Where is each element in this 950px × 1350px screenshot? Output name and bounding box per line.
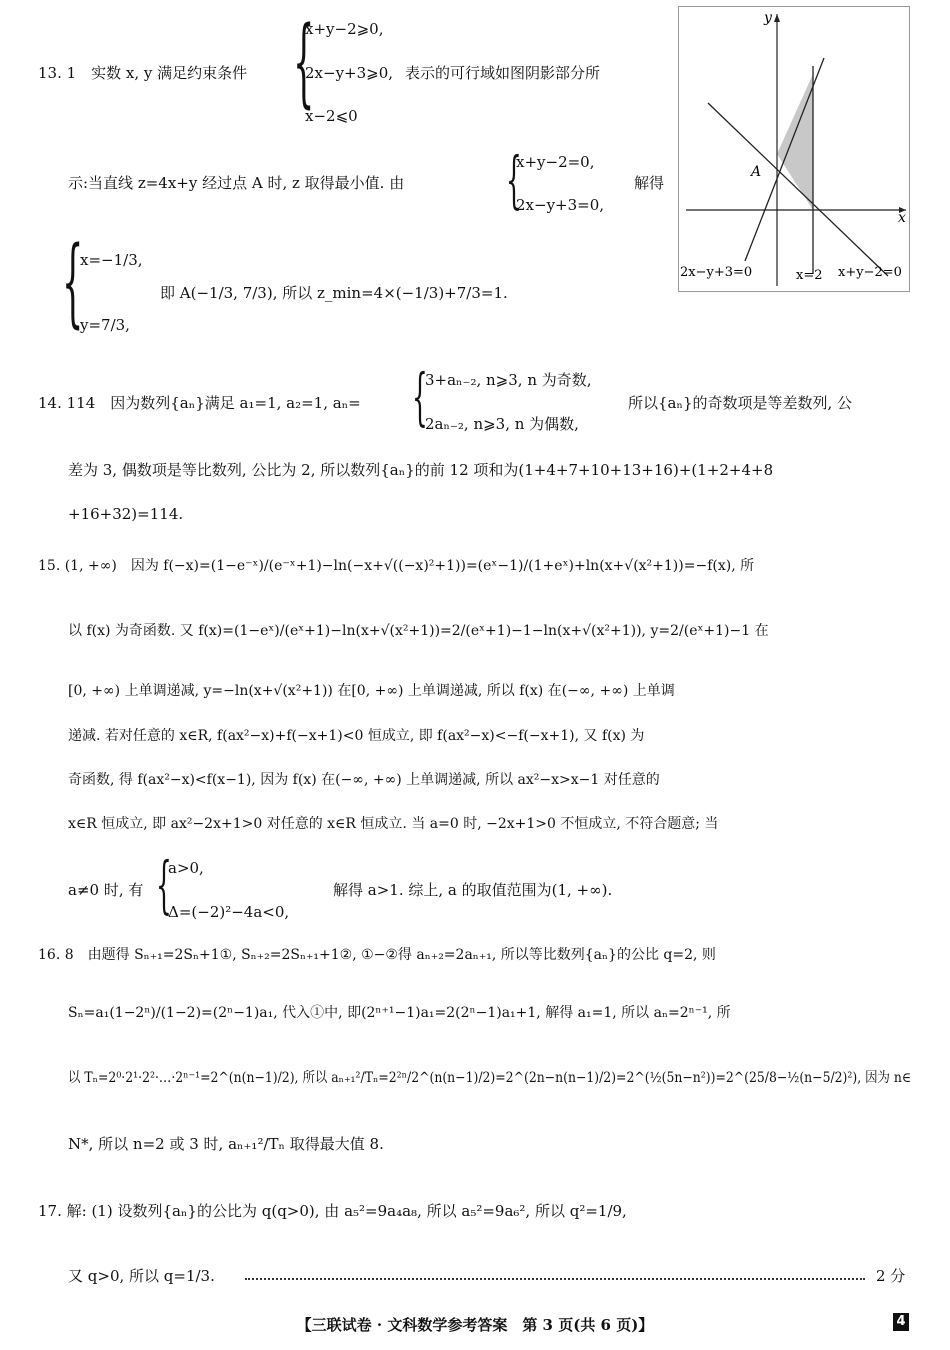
p14-line1-post: 所以{aₙ}的奇数项是等差数列, 公 bbox=[628, 394, 853, 412]
p15-condition-1: a>0, bbox=[168, 859, 204, 877]
p14-brace: { bbox=[412, 360, 428, 433]
p15-line6: x∈R 恒成立, 即 ax²−2x+1>0 对任意的 x∈R 恒成立. 当 a=0 时, −2x+1>0 不恒成立, 不符合题意; 当 bbox=[68, 816, 719, 832]
y-axis-label: y bbox=[764, 10, 772, 26]
p15-line4: 递减. 若对任意的 x∈R, f(ax²−x)+f(−x+1)<0 恒成立, 即 f(ax²−x)<−f(−x+1), 又 f(x) 为 bbox=[68, 728, 645, 744]
label-line-2: x=2 bbox=[796, 268, 823, 283]
p16-line2: Sₙ=a₁(1−2ⁿ)/(1−2)=(2ⁿ−1)a₁, 代入①中, 即(2ⁿ⁺¹−1)a₁=2(2ⁿ−1)a₁+1, 解得 a₁=1, 所以 aₙ=2ⁿ⁻¹, 所 bbox=[68, 1005, 731, 1021]
p13-solution-y: y=7/3, bbox=[80, 316, 130, 334]
p15-line5: 奇函数, 得 f(ax²−x)<f(x−1), 因为 f(x) 在(−∞, +∞) 上单调递减, 所以 ax²−x>x−1 对任意的 bbox=[68, 772, 660, 788]
page-footer: 【三联试卷 · 文科数学参考答案 第 3 页(共 6 页)】 bbox=[296, 1316, 654, 1334]
p13-line2-post: 解得 bbox=[634, 174, 665, 192]
p17-line2: 又 q>0, 所以 q=1/3. bbox=[68, 1267, 215, 1285]
p15-line7-post: 解得 a>1. 综上, a 的取值范围为(1, +∞). bbox=[333, 881, 613, 899]
p13-system-eq2: 2x−y+3=0, bbox=[516, 196, 605, 214]
p14-line2: 差为 3, 偶数项是等比数列, 公比为 2, 所以数列{aₙ}的前 12 项和为(1+4+7+10+13+16)+(1+2+4+8 bbox=[68, 461, 774, 479]
p15-line2: 以 f(x) 为奇函数. 又 f(x)=(1−eˣ)/(eˣ+1)−ln(x+√(x²+1))=2/(eˣ+1)−1−ln(x+√(x²+1)), y=2/(eˣ+1)−1 在 bbox=[68, 623, 769, 639]
p13-constraint-3: x−2⩽0 bbox=[305, 107, 358, 125]
p14-case-1: 3+aₙ₋₂, n⩾3, n 为奇数, bbox=[425, 371, 592, 389]
p13-line2-prefix: 示:当直线 z=4x+y 经过点 A 时, z 取得最小值. 由 bbox=[68, 174, 405, 192]
p13-line1-prefix: 13. 1 实数 x, y 满足约束条件 bbox=[38, 64, 248, 82]
p13-constraint-1: x+y−2⩾0, bbox=[305, 20, 384, 38]
p17-score: 2 分 bbox=[876, 1267, 906, 1285]
p15-line1: 15. (1, +∞) 因为 f(−x)=(1−e⁻ˣ)/(e⁻ˣ+1)−ln(−x+√((−x)²+1))=(eˣ−1)/(1+eˣ)+ln(x+√(x²+1))=−f(x), 所 bbox=[38, 558, 755, 574]
p15-line3: [0, +∞) 上单调递减, y=−ln(x+√(x²+1)) 在[0, +∞) 上单调递减, 所以 f(x) 在(−∞, +∞) 上单调 bbox=[68, 683, 675, 699]
p15-line7-prefix: a≠0 时, 有 bbox=[68, 881, 144, 899]
p13-constraint-2: 2x−y+3⩾0, bbox=[305, 64, 394, 82]
p14-line1-prefix: 14. 114 因为数列{aₙ}满足 a₁=1, a₂=1, aₙ= bbox=[38, 394, 361, 412]
point-a-label: A bbox=[751, 164, 762, 180]
p14-case-2: 2aₙ₋₂, n⩾3, n 为偶数, bbox=[425, 415, 579, 433]
p15-brace: { bbox=[156, 848, 172, 921]
p13-solution-x: x=−1/3, bbox=[80, 251, 143, 269]
x-axis-label: x bbox=[898, 210, 906, 226]
feasible-region-figure bbox=[678, 6, 910, 292]
p14-line3: +16+32)=114. bbox=[68, 505, 184, 523]
p13-system-eq1: x+y−2=0, bbox=[516, 153, 595, 171]
p13-line3: 即 A(−1/3, 7/3), 所以 z_min=4×(−1/3)+7/3=1. bbox=[160, 284, 508, 302]
p15-condition-2: Δ=(−2)²−4a<0, bbox=[168, 903, 290, 921]
p17-score-leader-dots bbox=[245, 1278, 865, 1280]
page-number-badge: 4 bbox=[893, 1313, 909, 1331]
p16-line1: 16. 8 由题得 Sₙ₊₁=2Sₙ+1①, Sₙ₊₂=2Sₙ₊₁+1②, ①−②得 aₙ₊₂=2aₙ₊₁, 所以等比数列{aₙ}的公比 q=2, 则 bbox=[38, 947, 716, 963]
p13-constraint-2-tail: 表示的可行域如图阴影部分所 bbox=[405, 64, 601, 82]
label-line-1: 2x−y+3=0 bbox=[680, 265, 753, 280]
p13-brace: { bbox=[293, 6, 315, 118]
p16-line4: N*, 所以 n=2 或 3 时, aₙ₊₁²/Tₙ 取得最大值 8. bbox=[68, 1135, 384, 1153]
p16-line3: 以 Tₙ=2⁰·2¹·2²·…·2ⁿ⁻¹=2^(n(n−1)/2), 所以 aₙ₊₁²/Tₙ=2²ⁿ/2^(n(n−1)/2)=2^(2n−n(n−1)/2)=2^(½(5n−n²))=2^(25/8−½(n−5/2)²), 因为 n∈ bbox=[68, 1070, 912, 1086]
label-line-3: x+y−2=0 bbox=[838, 265, 902, 280]
p17-line1: 17. 解: (1) 设数列{aₙ}的公比为 q(q>0), 由 a₅²=9a₄a₈, 所以 a₅²=9a₆², 所以 q²=1/9, bbox=[38, 1202, 627, 1220]
p13-solution-brace: { bbox=[62, 226, 84, 338]
p13-system-brace: { bbox=[506, 143, 522, 216]
